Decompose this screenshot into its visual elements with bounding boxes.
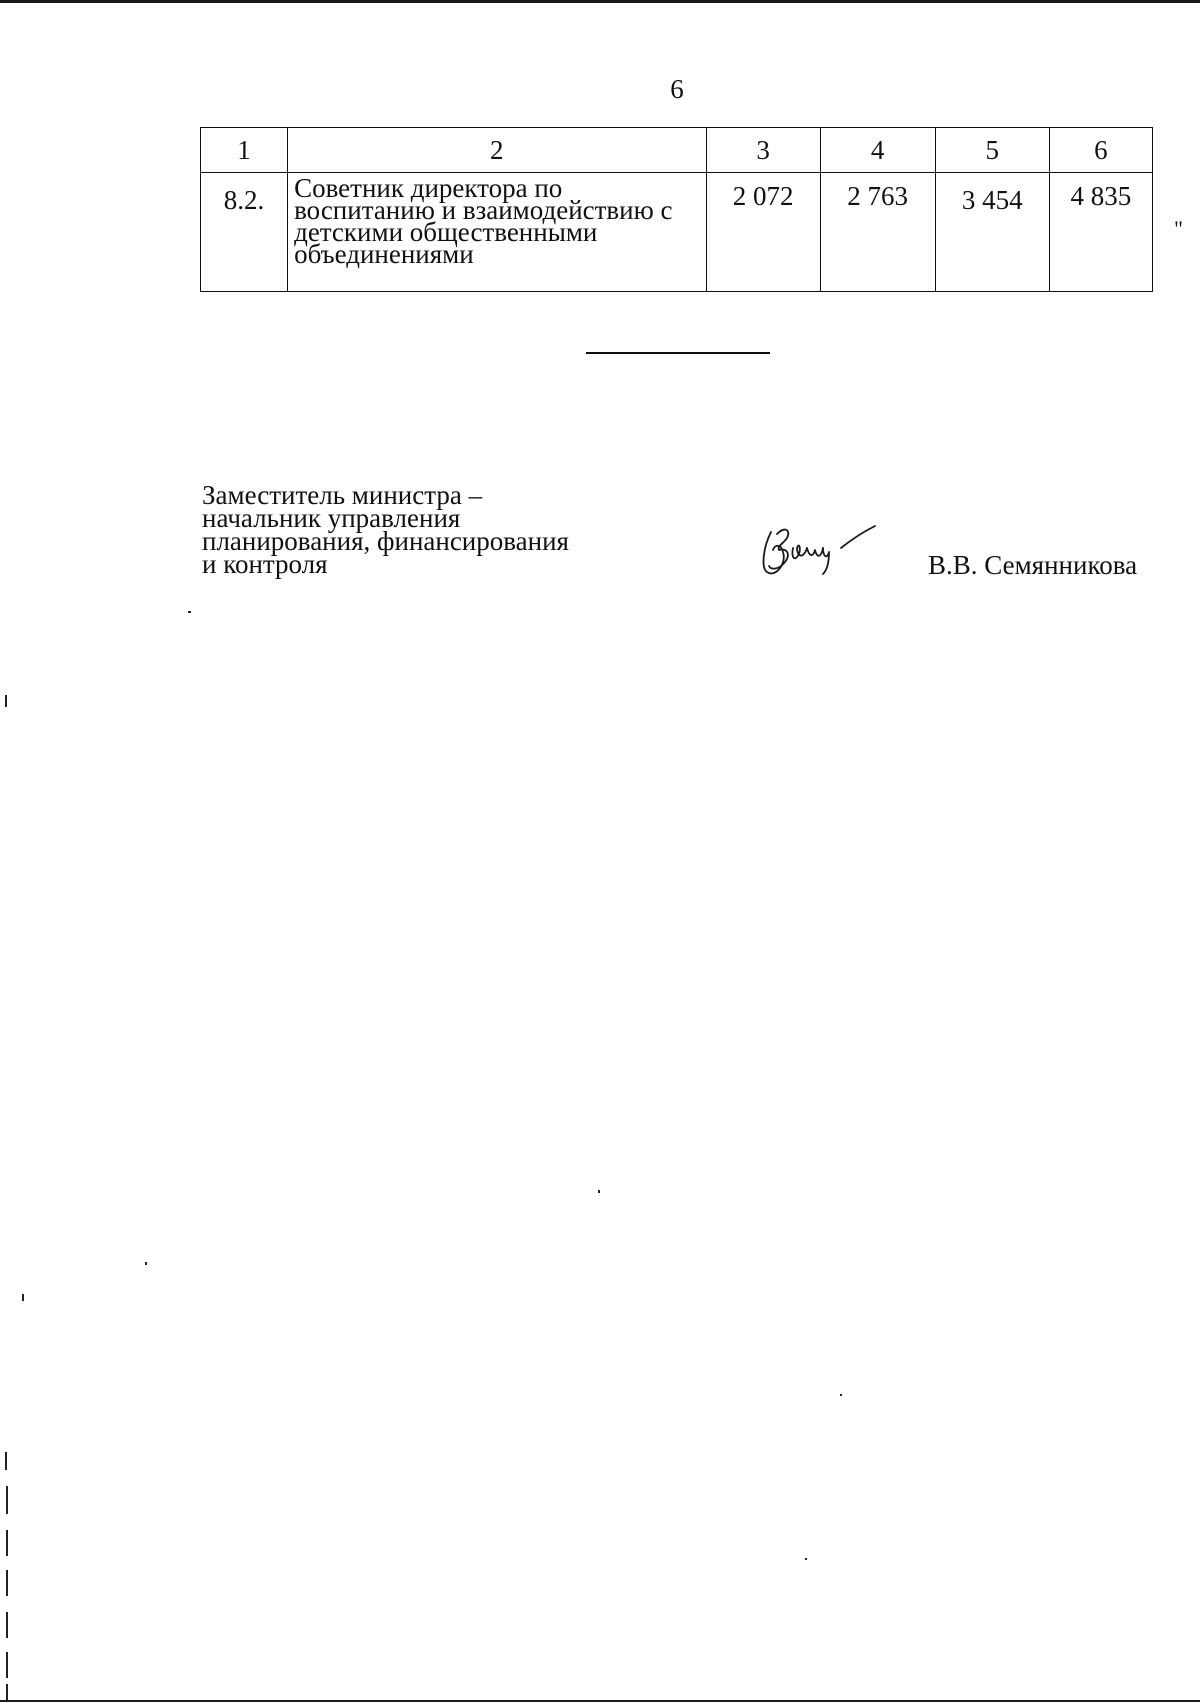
scan-speck — [5, 695, 7, 707]
scan-speck — [6, 1570, 8, 1596]
table-row — [201, 173, 1153, 292]
signer-name: В.В. Семянникова — [928, 550, 1138, 580]
scan-speck — [6, 1652, 8, 1678]
value-col-4: 2 763 — [820, 173, 935, 292]
scan-speck — [6, 1486, 8, 1514]
page-number: 6 — [670, 74, 684, 104]
table-header-cell: 5 — [935, 128, 1049, 173]
table-header-cell: 1 — [201, 128, 288, 173]
scan-speck — [6, 1612, 8, 1638]
position-name-line: объединениями — [294, 239, 474, 269]
table-header-cell: 4 — [820, 128, 935, 173]
scan-speck — [22, 1294, 24, 1301]
scan-speck — [5, 1452, 7, 1470]
table-header-cell: 2 — [288, 128, 706, 173]
scan-speck — [145, 1262, 147, 1265]
scan-speck — [598, 1190, 600, 1193]
scan-bottom-edge — [0, 1700, 1200, 1702]
value-col-5: 3 454 — [935, 173, 1049, 292]
position-name — [288, 173, 706, 292]
signer-title-line: планирования, финансирования — [202, 526, 569, 556]
signer-title-line: и контроля — [202, 549, 328, 579]
salary-table — [200, 127, 1153, 292]
scan-speck — [840, 1394, 842, 1396]
table-header-cell: 3 — [706, 128, 820, 173]
scan-top-edge — [0, 0, 1200, 3]
scan-speck — [6, 1530, 8, 1556]
row-number: 8.2. — [201, 173, 288, 292]
position-name-line: Советник директора по — [294, 173, 563, 203]
signer-title-line: начальник управления — [202, 503, 461, 533]
value-col-6: 4 835 — [1049, 173, 1152, 292]
closing-quote: " — [1174, 216, 1183, 241]
signer-title-line: Заместитель министра – — [202, 480, 483, 510]
scan-speck — [805, 1558, 807, 1560]
signer-title — [202, 480, 569, 579]
handwritten-signature — [757, 508, 883, 580]
scan-speck — [6, 1684, 8, 1700]
table-header-row — [201, 128, 1153, 173]
position-name-line: детскими общественными — [294, 217, 598, 247]
value-col-3: 2 072 — [706, 173, 820, 292]
scan-speck — [188, 611, 191, 613]
table-header-cell: 6 — [1049, 128, 1152, 173]
section-divider — [586, 352, 770, 354]
position-name-line: воспитанию и взаимодействию с — [294, 195, 673, 225]
